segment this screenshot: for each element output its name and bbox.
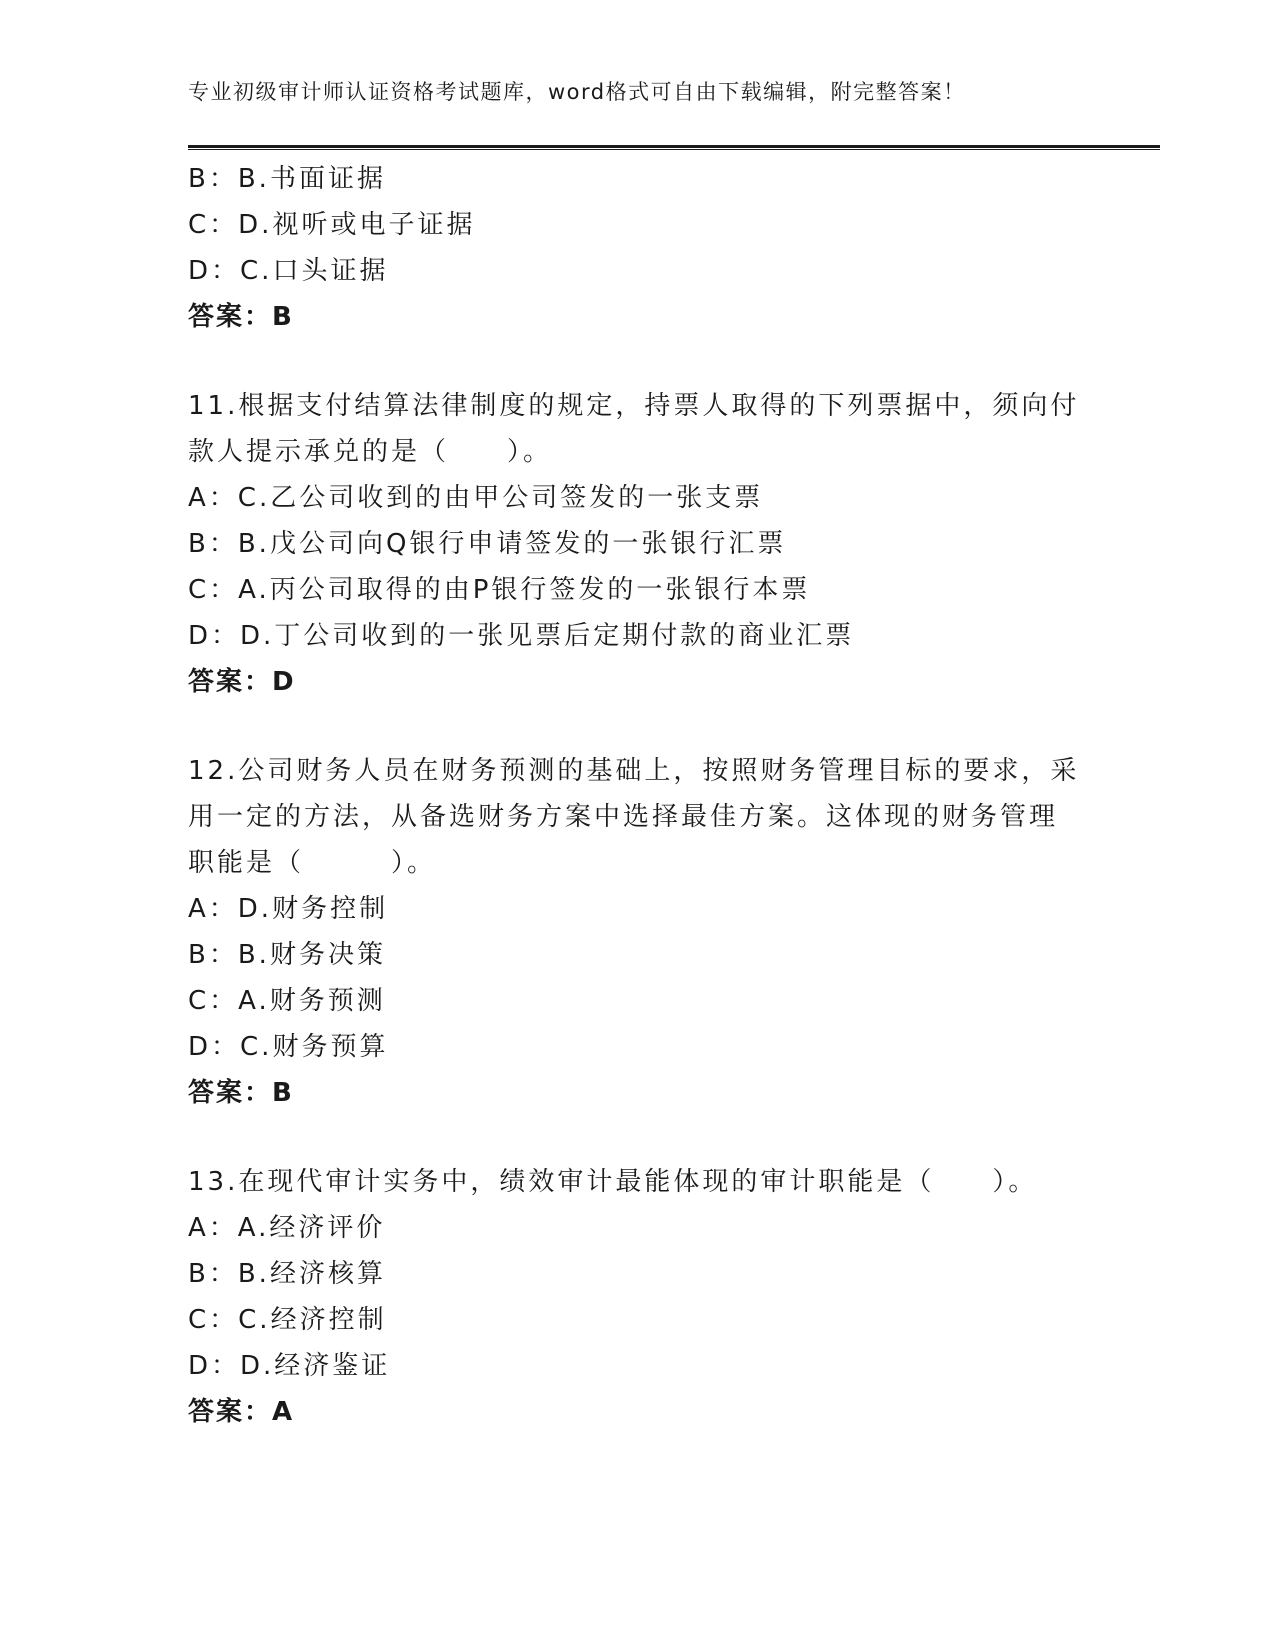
answer: 答案：D [188, 667, 296, 697]
question-text-line: 11.根据支付结算法律制度的规定，持票人取得的下列票据中，须向付 [188, 391, 1080, 421]
option-d: D：D.丁公司收到的一张见票后定期付款的商业汇票 [188, 621, 855, 651]
document-body [188, 156, 1088, 1435]
option-c: C：C.经济控制 [188, 1305, 387, 1335]
answer: 答案：B [188, 1078, 294, 1108]
previous-question-fragment [188, 156, 1088, 340]
option-a: A：A.经济评价 [188, 1213, 386, 1243]
option-b: B：B.书面证据 [188, 164, 386, 194]
option-a: A：D.财务控制 [188, 894, 389, 924]
option-c: C：A.丙公司取得的由P银行签发的一张银行本票 [188, 575, 811, 605]
option-c: C：D.视听或电子证据 [188, 210, 476, 240]
question-text-line: 12.公司财务人员在财务预测的基础上，按照财务管理目标的要求，采 [188, 756, 1080, 786]
question-text-line: 13.在现代审计实务中，绩效审计最能体现的审计职能是（ ）。 [188, 1167, 1038, 1197]
answer: 答案：A [188, 1397, 295, 1427]
question-text-line: 款人提示承兑的是（ ）。 [188, 437, 553, 467]
header-divider [188, 145, 1160, 150]
option-b: B：B.经济核算 [188, 1259, 386, 1289]
question-12 [188, 748, 1088, 1116]
option-a: A：C.乙公司收到的由甲公司签发的一张支票 [188, 483, 764, 513]
question-11 [188, 383, 1088, 705]
option-d: D：D.经济鉴证 [188, 1351, 391, 1381]
option-d: D：C.口头证据 [188, 256, 389, 286]
question-text-line: 用一定的方法，从备选财务方案中选择最佳方案。这体现的财务管理 [188, 802, 1059, 832]
option-c: C：A.财务预测 [188, 986, 386, 1016]
question-text-line: 职能是（ ）。 [188, 848, 437, 878]
option-b: B：B.戊公司向Q银行申请签发的一张银行汇票 [188, 529, 787, 559]
page-header: 专业初级审计师认证资格考试题库，word格式可自由下载编辑，附完整答案！ [188, 80, 966, 104]
answer: 答案：B [188, 302, 294, 332]
option-b: B：B.财务决策 [188, 940, 386, 970]
question-13 [188, 1159, 1088, 1435]
option-d: D：C.财务预算 [188, 1032, 389, 1062]
